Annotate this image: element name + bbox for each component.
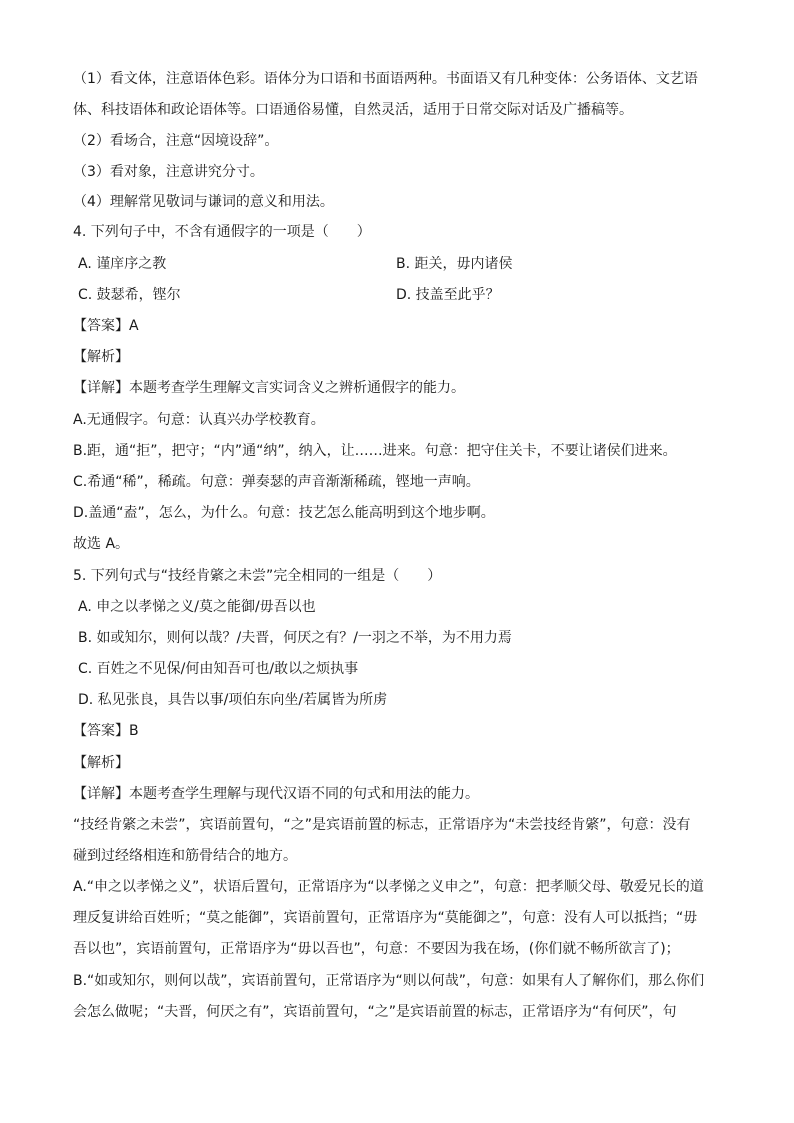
question-4-option-b: B. 距关，毋内诸侯 — [396, 256, 513, 272]
text-line-5: （4）理解常见敬词与谦词的意义和用法。 — [73, 194, 334, 210]
question-5-option-c: C. 百姓之不见保/何由知吾可也/敢以之烦执事 — [78, 661, 359, 677]
question-4-option-d: D. 技盖至此乎？ — [396, 287, 500, 303]
detail-line-4-3: B.距，通“拒”，把守；“内”通“纳”，纳入，让……进来。句意：把守住关卡，不要让诸侯们进来。 — [73, 443, 677, 459]
analysis-label-4: 【解析】 — [73, 349, 129, 365]
question-4-option-c: C. 鼓瑟希，铿尔 — [78, 287, 181, 303]
detail-line-5-2: “技经肯綮之未尝”，宾语前置句，“之”是宾语前置的标志，正常语序为“未尝技经肯綮”，句意：没有 — [73, 817, 691, 833]
detail-line-5-8: 会怎么做呢；“夫晋，何厌之有”，宾语前置句，“之”是宾语前置的标志，正常语序为“有何厌”，句 — [73, 1004, 677, 1020]
detail-line-4-4: C.希通“稀”，稀疏。句意：弹奏瑟的声音渐渐稀疏，铿地一声响。 — [73, 474, 480, 490]
question-4-stem: 4. 下列句子中，不含有通假字的一项是（ ） — [73, 224, 371, 240]
detail-line-5-4: A.“申之以孝悌之义”，状语后置句，正常语序为“以孝悌之义申之”，句意：把孝顺父母、敬爱兄长的道 — [73, 879, 704, 895]
detail-line-4-1: 【详解】本题考查学生理解文言实词含义之辨析通假字的能力。 — [73, 380, 465, 396]
choice-line-4: 故选 A。 — [73, 536, 130, 552]
question-5-option-d: D. 私见张良，具告以事/项伯东向坐/若属皆为所虏 — [78, 692, 388, 708]
detail-line-5-1: 【详解】本题考查学生理解与现代汉语不同的句式和用法的能力。 — [73, 786, 479, 802]
detail-line-5-6: 吾以也”，宾语前置句，正常语序为“毋以吾也”，句意：不要因为我在场，(你们就不畅所欲言了)； — [73, 941, 680, 957]
detail-line-5-3: 碰到过经络相连和筋骨结合的地方。 — [73, 848, 297, 864]
text-line-3: （2）看场合，注意“因境设辞”。 — [73, 133, 279, 149]
analysis-label-5: 【解析】 — [73, 755, 129, 771]
detail-line-4-5: D.盖通“盍”，怎么，为什么。句意：技艺怎么能高明到这个地步啊。 — [73, 505, 495, 521]
text-line-4: （3）看对象，注意讲究分寸。 — [73, 164, 264, 180]
text-line-1: （1）看文体，注意语体色彩。语体分为口语和书面语两种。书面语又有几种变体：公务语体、文艺语 — [73, 71, 698, 87]
answer-label-4: 【答案】A — [73, 318, 139, 334]
detail-line-5-5: 理反复讲给百姓听；“莫之能御”，宾语前置句，正常语序为“莫能御之”，句意：没有人可以抵挡；“毋 — [73, 910, 698, 926]
question-5-stem: 5. 下列句式与“技经肯綮之未尝”完全相同的一组是（ ） — [73, 568, 442, 584]
answer-label-5: 【答案】B — [73, 723, 139, 739]
detail-line-5-7: B.“如或知尔，则何以哉”，宾语前置句，正常语序为“则以何哉”，句意：如果有人了解你们，那么你们 — [73, 973, 705, 989]
question-5-option-a: A. 申之以孝悌之义/莫之能御/毋吾以也 — [78, 599, 316, 615]
text-line-2: 体、科技语体和政论语体等。口语通俗易懂，自然灵活，适用于日常交际对话及广播稿等。 — [73, 102, 633, 118]
detail-line-4-2: A.无通假字。句意：认真兴办学校教育。 — [73, 412, 325, 428]
question-5-option-b: B. 如或知尔，则何以哉？/夫晋，何厌之有？/一羽之不举，为不用力焉 — [78, 630, 512, 646]
question-4-option-a: A. 谨庠序之教 — [78, 256, 167, 272]
